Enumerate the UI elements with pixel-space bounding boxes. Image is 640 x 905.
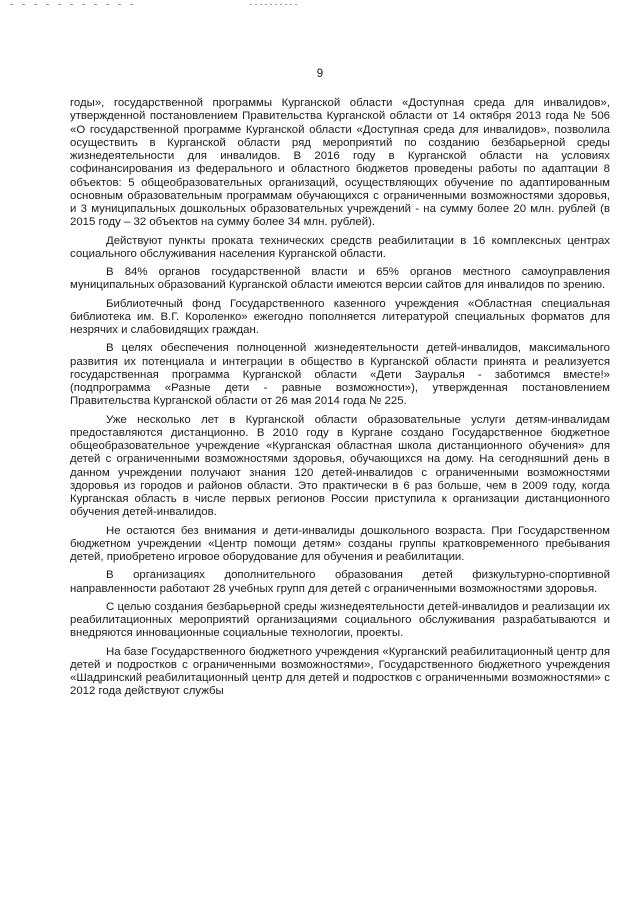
scan-artifact-top [10,4,140,5]
paragraph: Не остаются без внимания и дети-инвалиды дошкольного возраста. При Государственном бюджетном учреждении «Центр помощи детям» созданы группы кратковременного пребывания детей, приобретено игровое оборудование для обучения и реабилитации. [70,524,610,563]
paragraph: Библиотечный фонд Государственного казенного учреждения «Областная специальная библиотека им. В.Г. Короленко» ежегодно пополняется литературой специальных форматов для незрячих и слабовидящих граждан. [70,297,610,336]
paragraph: В целях обеспечения полноценной жизнедеятельности детей-инвалидов, максимального развития их потенциала и интеграции в общество в Курганской области принята и реализуется государственная программа Курганской области «Дети Зауралья - заботимся вместе!» (подпрограмма «Разные дети - равные возможности»), утвержденная постановлением Правительства Курганской области от 26 мая 2014 года № 225. [70,342,610,408]
page-number: 9 [316,68,324,80]
paragraph: Уже несколько лет в Курганской области образовательные услуги детям-инвалидам предоставляются дистанционно. В 2010 году в Кургане создано Государственное бюджетное общеобразовательное учреждение «Курганская областная школа дистанционного обучения» для детей с ограниченными возможностями здоровья, обучающихся на дому. На сегодняшний день в данном учреждении получают знания 120 детей-инвалидов с ограниченными возможностями здоровья из городов и районов области. Это практически в 6 раз больше, чем в 2009 году, когда Курганская область в числе первых регионов России приступила к организации дистанционного обучения детей-инвалидов. [70,413,610,519]
paragraph: На базе Государственного бюджетного учреждения «Курганский реабилитационный центр для детей и подростков с ограниченными возможностями», Государственного бюджетного учреждения «Шадринский реабилитационный центр для детей и подростков с ограниченными возможностями» с 2012 года действуют службы [70,645,610,698]
paragraph: В организациях дополнительного образования детей физкультурно-спортивной направленности работают 28 учебных групп для детей с ограниченными возможностями здоровья. [70,569,610,595]
paragraph: Действуют пункты проката технических средств реабилитации в 16 комплексных центрах социального обслуживания населения Курганской области. [70,234,610,260]
document-body [70,97,610,704]
scan-artifact-top-right [250,4,300,5]
paragraph: В 84% органов государственной власти и 65% органов местного самоуправления муниципальных образований Курганской области имеются версии сайтов для инвалидов по зрению. [70,266,610,292]
paragraph: годы», государственной программы Курганской области «Доступная среда для инвалидов», утвержденной постановлением Правительства Курганской области от 14 октября 2013 года № 506 «О государственной программе Курганской области «Доступная среда для инвалидов», позволила осуществить в Курганской области ряд мероприятий по созданию безбарьерной среды жизнедеятельности для инвалидов. В 2016 году в Курганской области на условиях софинансирования из федерального и областного бюджетов проведены работы по адаптации 8 объектов: 5 общеобразовательных организаций, осуществляющих обучение по адаптированным основным образовательным программам обучающихся с ограниченными возможностями здоровья, и 3 муниципальных дошкольных образовательных учреждений - на сумму более 20 млн. рублей (в 2015 году – 32 объектов на сумму более 34 млн. рублей). [70,97,610,229]
paragraph: С целью создания безбарьерной среды жизнедеятельности детей-инвалидов и реализации их реабилитационных мероприятий организациями социального обслуживания разрабатываются и внедряются инновационные социальные технологии, проекты. [70,600,610,640]
